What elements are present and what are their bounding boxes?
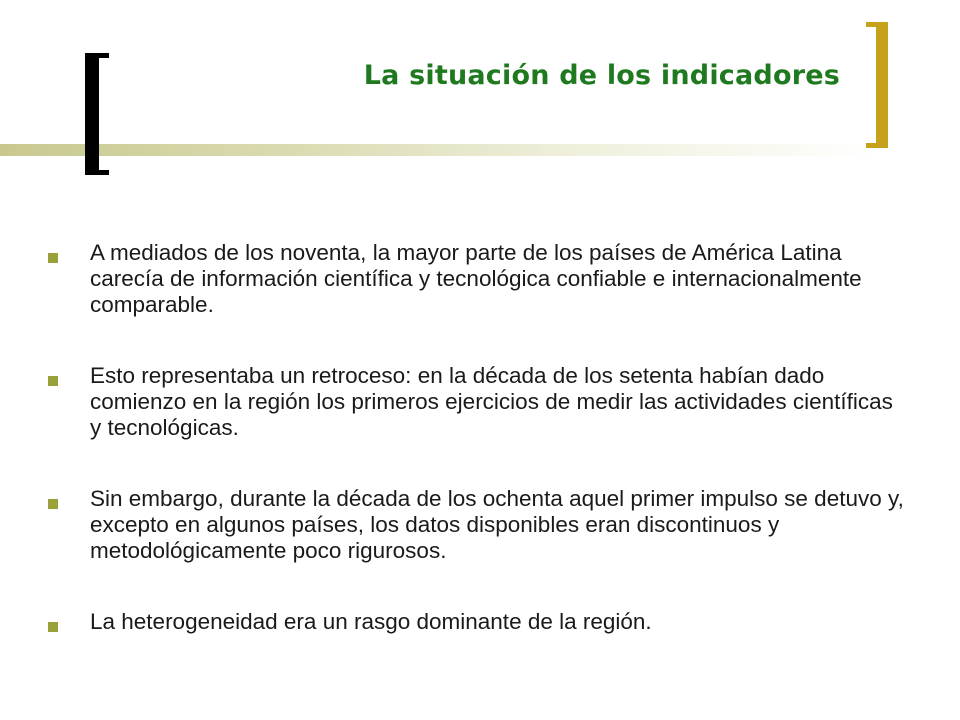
square-bullet-icon <box>48 253 58 263</box>
bullet-item <box>48 609 908 635</box>
slide-title: La situación de los indicadores <box>363 60 840 91</box>
bullet-item <box>48 486 908 564</box>
square-bullet-icon <box>48 376 58 386</box>
bullet-item <box>48 240 908 318</box>
bullet-list <box>48 240 908 680</box>
bullet-item <box>48 363 908 441</box>
right-bracket-decoration <box>876 22 888 148</box>
title-underline-rule <box>0 144 880 156</box>
bullet-text: A mediados de los noventa, la mayor parte de los países de América Latina carecía de información científica y tecnológica confiable e internacionalmente comparable. <box>90 240 862 317</box>
bullet-text: La heterogeneidad era un rasgo dominante de la región. <box>90 609 652 634</box>
left-bracket-decoration <box>85 53 99 175</box>
square-bullet-icon <box>48 499 58 509</box>
bullet-text: Esto representaba un retroceso: en la década de los setenta habían dado comienzo en la región los primeros ejercicios de medir las actividades científicas y tecnológicas. <box>90 363 893 440</box>
bullet-text: Sin embargo, durante la década de los ochenta aquel primer impulso se detuvo y, excepto en algunos países, los datos disponibles eran discontinuos y metodológicamente poco rigurosos. <box>90 486 904 563</box>
square-bullet-icon <box>48 622 58 632</box>
